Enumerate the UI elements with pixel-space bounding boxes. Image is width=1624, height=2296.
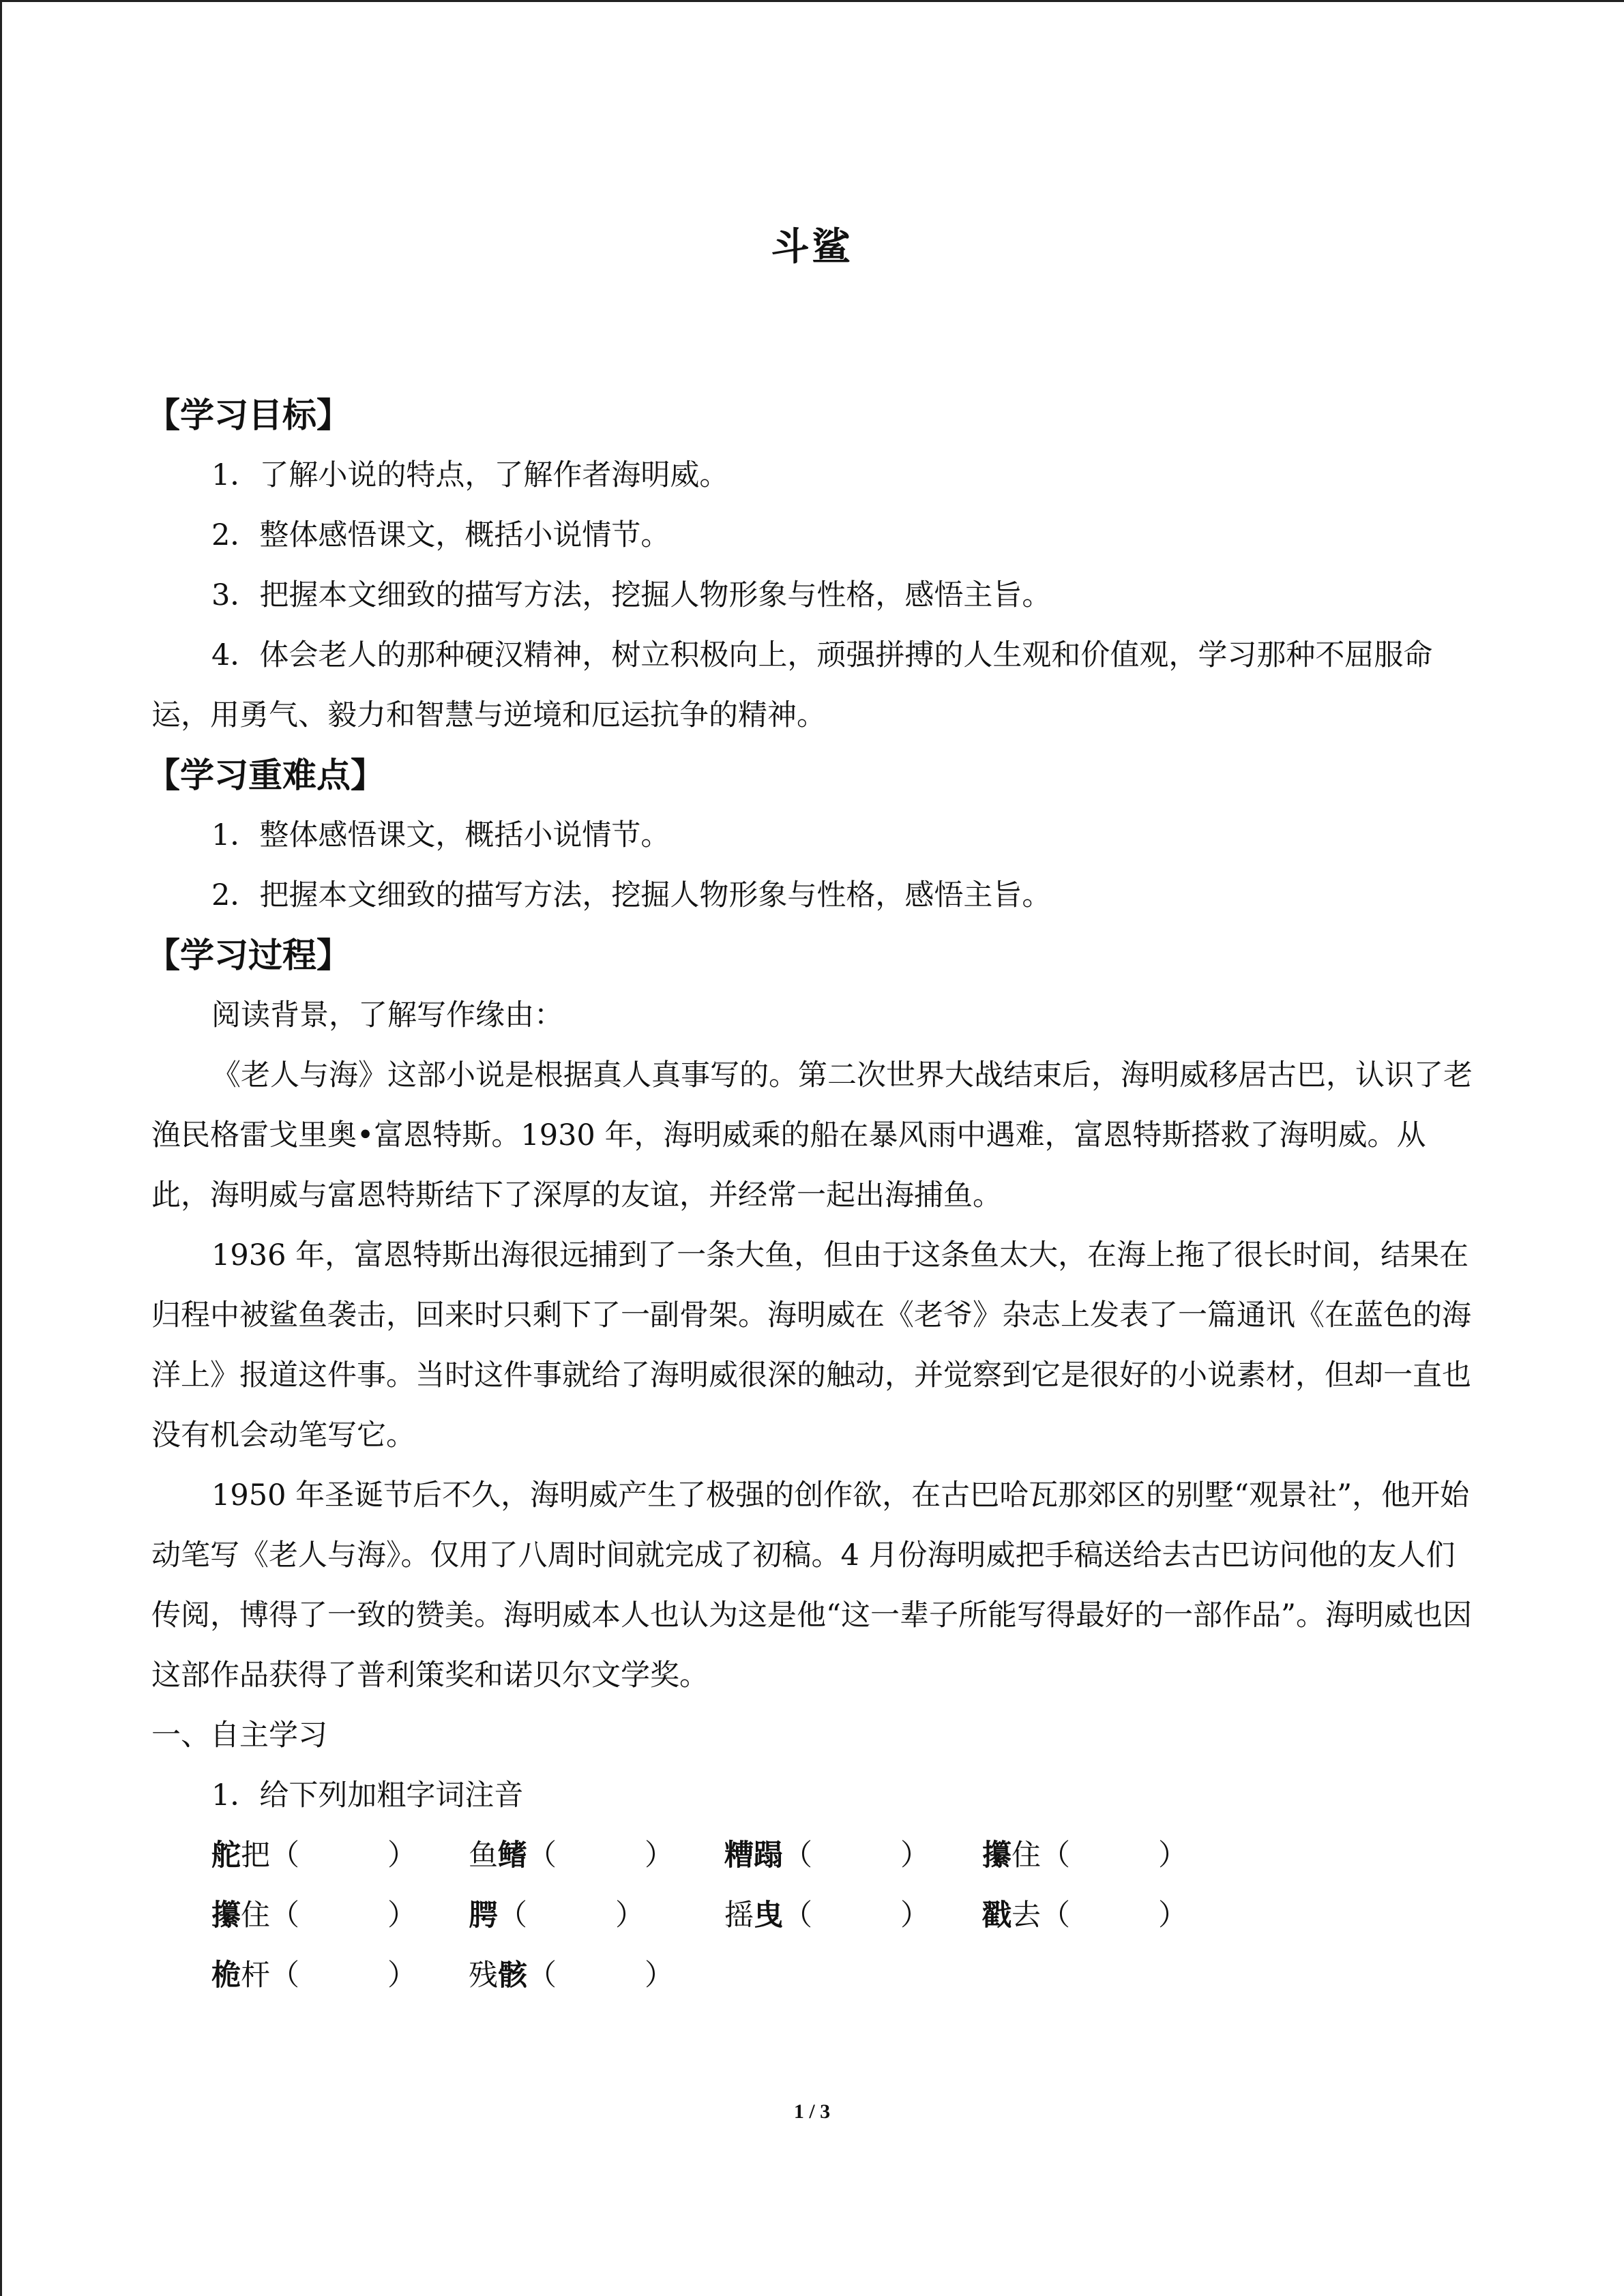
vocab-row: [151, 1825, 1475, 1885]
vocab-plain-text: 去: [1012, 1898, 1041, 1933]
pinyin-blank: （ ）: [783, 1898, 930, 1933]
vocab-bold-word: 骸: [498, 1958, 527, 1993]
vocab-plain-text: 杆: [241, 1958, 270, 1993]
vocab-bold-word: 鳍: [498, 1838, 527, 1873]
vocab-bold-word: 桅: [211, 1958, 241, 1993]
objective-item: 2．整体感悟课文，概括小说情节。: [211, 518, 670, 552]
pinyin-blank: （ ）: [783, 1838, 930, 1873]
key-points-heading: 【学习重难点】: [146, 756, 385, 795]
pinyin-task: 1．给下列加粗字词注音: [211, 1778, 524, 1813]
vocab-bold-word: 攥: [211, 1898, 241, 1933]
process-heading: 【学习过程】: [146, 936, 351, 975]
vocab-item: [982, 1885, 1187, 1945]
vocab-bold-word: 曳: [754, 1898, 783, 1933]
objective-item: 3．把握本文细致的描写方法，挖掘人物形象与性格，感悟主旨。: [211, 578, 1052, 612]
vocab-plain-text: 住: [1012, 1838, 1041, 1873]
vocab-plain-text: 鱼: [469, 1838, 498, 1873]
vocab-bold-word: 腭: [469, 1898, 498, 1933]
vocab-item: [211, 1885, 417, 1945]
page-border-top: [0, 0, 1624, 2]
key-point-item: 1．整体感悟课文，概括小说情节。: [211, 818, 670, 852]
pinyin-blank: （ ）: [1041, 1838, 1187, 1873]
vocab-grid: [151, 1825, 1475, 2006]
objectives-heading: 【学习目标】: [146, 396, 351, 435]
vocab-item: [724, 1885, 930, 1945]
document-body: [146, 385, 1475, 2006]
vocab-plain-text: 摇: [724, 1898, 754, 1933]
pinyin-blank: （ ）: [270, 1898, 417, 1933]
vocab-plain-text: 把: [241, 1838, 270, 1873]
pinyin-blank: （ ）: [498, 1898, 645, 1933]
vocab-plain-text: 残: [469, 1958, 498, 1993]
vocab-item: [469, 1885, 645, 1945]
self-study-heading: 一、自主学习: [151, 1718, 327, 1753]
vocab-item: [211, 1945, 417, 2006]
page-border-left: [0, 0, 2, 2296]
background-paragraph: 1950 年圣诞节后不久，海明威产生了极强的创作欲，在古巴哈瓦那郊区的别墅“观景社”，他开始动笔写《老人与海》。仅用了八周时间就完成了初稿。4 月份海明威把手稿送给去古巴访问他的友人们传阅，博得了一致的赞美。海明威本人也认为这是他“这一辈子所能写得最好的一部作品”。海明威也因这部作品获得了普利策奖和诺贝尔文学奖。: [151, 1478, 1472, 1693]
vocab-row: [151, 1885, 1475, 1945]
vocab-item: [724, 1825, 930, 1885]
vocab-row: [151, 1945, 1475, 2006]
key-point-item: 2．把握本文细致的描写方法，挖掘人物形象与性格，感悟主旨。: [211, 878, 1052, 912]
pinyin-blank: （ ）: [527, 1958, 674, 1993]
pinyin-blank: （ ）: [270, 1838, 417, 1873]
vocab-item: [982, 1825, 1187, 1885]
pinyin-blank: （ ）: [527, 1838, 674, 1873]
objective-item: 4．体会老人的那种硬汉精神，树立积极向上，顽强拼搏的人生观和价值观，学习那种不屈服命运，用勇气、毅力和智慧与逆境和厄运抗争的精神。: [151, 638, 1433, 732]
page-number: 1 / 3: [793, 2100, 831, 2123]
pinyin-blank: （ ）: [270, 1958, 417, 1993]
page-title: 斗鲨: [771, 225, 853, 269]
vocab-item: [211, 1825, 417, 1885]
vocab-bold-word: 舵: [211, 1838, 241, 1873]
vocab-bold-word: 糟蹋: [724, 1838, 783, 1873]
vocab-item: [469, 1825, 674, 1885]
vocab-plain-text: 住: [241, 1898, 270, 1933]
pinyin-blank: （ ）: [1041, 1898, 1187, 1933]
objective-item: 1．了解小说的特点，了解作者海明威。: [211, 458, 729, 492]
vocab-item: [469, 1945, 674, 2006]
background-intro: 阅读背景，了解写作缘由：: [211, 998, 563, 1032]
background-paragraph: 《老人与海》这部小说是根据真人真事写的。第二次世界大战结束后，海明威移居古巴，认识了老渔民格雷戈里奥•富恩特斯。1930 年，海明威乘的船在暴风雨中遇难，富恩特斯搭救了海明威。从此，海明威与富恩特斯结下了深厚的友谊，并经常一起出海捕鱼。: [151, 1058, 1473, 1212]
background-paragraph: 1936 年，富恩特斯出海很远捕到了一条大鱼，但由于这条鱼太大，在海上拖了很长时间，结果在归程中被鲨鱼袭击，回来时只剩下了一副骨架。海明威在《老爷》杂志上发表了一篇通讯《在蓝色的海洋上》报道这件事。当时这件事就给了海明威很深的触动，并觉察到它是很好的小说素材，但却一直也没有机会动笔写它。: [151, 1238, 1471, 1452]
vocab-bold-word: 攥: [982, 1838, 1012, 1873]
vocab-bold-word: 戳: [982, 1898, 1012, 1933]
